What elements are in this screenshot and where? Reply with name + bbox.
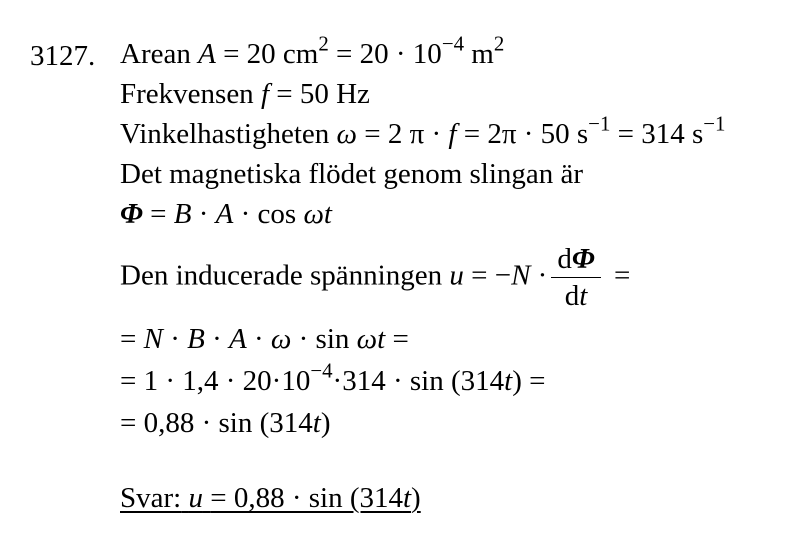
numerator-phi: Φ <box>571 243 595 275</box>
frequency-value: = 50 Hz <box>276 78 370 110</box>
answer-line <box>120 484 421 513</box>
step1-dot3: · <box>253 323 264 355</box>
area-value-si: = 20 · 10 <box>336 38 442 70</box>
flux-cos: · cos <box>240 198 297 230</box>
flux-equals: = <box>150 198 167 230</box>
answer-label: Svar: <box>120 482 182 514</box>
omega-symbol: ω <box>336 118 357 150</box>
emf-tail-equals: = <box>613 259 631 292</box>
denominator-t: t <box>579 280 588 312</box>
fraction-numerator <box>551 245 600 278</box>
step3-line <box>120 409 331 438</box>
step1-end: = <box>392 323 409 355</box>
step1-line <box>120 325 409 354</box>
emf-equals-minus: = − <box>471 259 512 292</box>
answer-u: u <box>188 482 203 514</box>
step1-equals: = <box>120 323 137 355</box>
numerator-d: d <box>557 243 572 275</box>
step2-exponent: −4 <box>310 358 333 383</box>
area-variable: A <box>198 38 216 70</box>
step3-t: t <box>312 407 321 439</box>
answer-expression: = 0,88 · sin (314 <box>210 482 403 514</box>
step2-prefix: = 1 · 1,4 · 20·10 <box>120 365 311 397</box>
area-exponent: 2 <box>318 31 329 56</box>
area-exponent-si: −4 <box>441 31 465 56</box>
step2-t: t <box>504 365 513 397</box>
emf-u: u <box>449 259 464 292</box>
area-line <box>120 31 505 70</box>
angular-velocity-label: Vinkelhastigheten <box>120 118 330 150</box>
flux-b: B <box>173 198 192 230</box>
frequency-variable: f <box>260 78 269 110</box>
phi-symbol: Φ <box>120 198 143 230</box>
step1-b: B <box>187 323 205 355</box>
step1-sin: · sin <box>298 323 350 355</box>
omega-exponent: −1 <box>588 111 611 136</box>
step3-prefix: = 0,88 · sin (314 <box>120 407 313 439</box>
angular-velocity-line <box>120 111 726 150</box>
omega-numeric: = 2π · 50 s <box>463 118 589 150</box>
flux-a: A <box>215 198 234 230</box>
omega-expression: = 2 π · <box>364 118 442 150</box>
emf-dot: · <box>537 259 548 292</box>
flux-formula-line <box>120 200 332 229</box>
answer-t: t <box>402 482 412 514</box>
area-unit: m <box>471 38 494 70</box>
area-label: Arean <box>120 38 191 70</box>
area-value: = 20 cm <box>223 38 319 70</box>
answer-end: ) <box>411 482 421 514</box>
flux-omega-t: ωt <box>303 198 332 230</box>
frequency-label: Frekvensen <box>120 78 254 110</box>
omega-result-exponent: −1 <box>703 111 726 136</box>
step3-end: ) <box>320 407 331 439</box>
omega-result: = 314 s <box>617 118 704 150</box>
omega-f: f <box>448 118 457 150</box>
emf-line <box>120 245 630 311</box>
fraction-denominator <box>551 278 600 311</box>
area-unit-exponent: 2 <box>493 31 505 56</box>
step2-end: ) = <box>512 365 546 397</box>
derivative-fraction <box>551 245 600 311</box>
step1-omega-t: ωt <box>356 323 386 355</box>
step1-omega: ω <box>270 323 292 355</box>
step1-dot2: · <box>212 323 222 355</box>
flux-dot: · <box>198 198 209 230</box>
step2-suffix: ·314 · sin (314 <box>332 365 505 397</box>
denominator-d: d <box>564 280 580 312</box>
flux-text-line: Det magnetiska flödet genom slingan är <box>120 158 584 190</box>
step1-dot1: · <box>170 323 180 355</box>
emf-n: N <box>511 259 531 292</box>
step1-a: A <box>229 323 247 355</box>
frequency-line <box>120 80 370 109</box>
step1-n: N <box>143 323 163 355</box>
problem-number: 3127. <box>30 40 96 72</box>
emf-label: Den inducerade spänningen <box>120 259 443 292</box>
step2-line <box>120 358 546 397</box>
